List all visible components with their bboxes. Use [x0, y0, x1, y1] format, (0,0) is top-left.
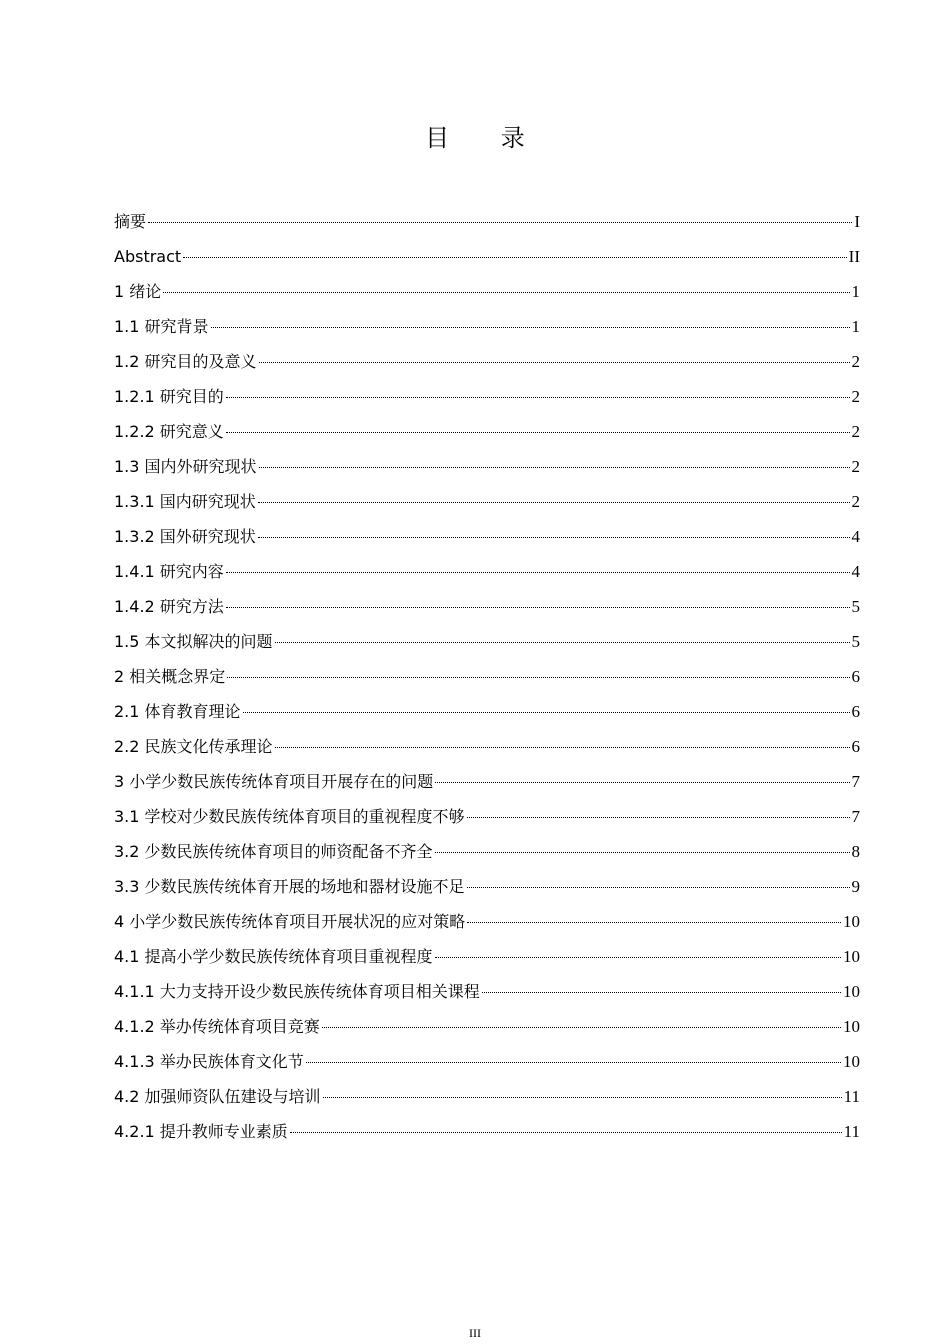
toc-entry[interactable] [114, 562, 860, 597]
toc-entry-label: 4 小学少数民族传统体育项目开展状况的应对策略 [114, 912, 466, 931]
toc-entry[interactable] [114, 667, 860, 702]
toc-entry-page: 4 [851, 527, 860, 546]
dot-leader [227, 676, 849, 678]
toc-entry-page: 5 [851, 632, 860, 651]
toc-entry-page: 10 [843, 947, 860, 966]
toc-entry-page: II [848, 247, 860, 266]
toc-entry-label: 1.3.2 国外研究现状 [114, 527, 256, 546]
dot-leader [290, 1131, 842, 1133]
dot-leader [435, 781, 849, 783]
toc-entry-label: 4.1.1 大力支持开设少数民族传统体育项目相关课程 [114, 982, 480, 1001]
dot-leader [211, 326, 850, 328]
toc-entry-page: 7 [851, 807, 860, 826]
dot-leader [163, 291, 849, 293]
toc-entry-page: 6 [851, 737, 860, 756]
toc-entry[interactable] [114, 212, 860, 247]
toc-entry-page: 10 [843, 982, 860, 1001]
dot-leader [226, 606, 850, 608]
toc-entry[interactable] [114, 982, 860, 1017]
toc-entry-label: 2.1 体育教育理论 [114, 702, 241, 721]
toc-entry[interactable] [114, 527, 860, 562]
toc-entry[interactable] [114, 1017, 860, 1052]
dot-leader [243, 711, 850, 713]
toc-entry-label: Abstract [114, 247, 182, 266]
toc-entry-label: 2.2 民族文化传承理论 [114, 737, 273, 756]
toc-entry-label: 1.1 研究背景 [114, 317, 209, 336]
toc-entry-page: 2 [851, 422, 860, 441]
page-title: 目 录 [425, 124, 547, 152]
table-of-contents [114, 212, 860, 1157]
toc-entry[interactable] [114, 737, 860, 772]
toc-entry-label: 4.1.3 举办民族体育文化节 [114, 1052, 304, 1071]
toc-entry-page: 6 [851, 667, 860, 686]
dot-leader [467, 921, 841, 923]
toc-entry-label: 3.1 学校对少数民族传统体育项目的重视程度不够 [114, 807, 465, 826]
toc-entry-page: 10 [843, 1052, 860, 1071]
dot-leader [258, 536, 850, 538]
toc-entry-page: I [854, 212, 860, 231]
toc-entry-page: 9 [851, 877, 860, 896]
toc-entry-page: 2 [851, 352, 860, 371]
toc-entry-label: 1.5 本文拟解决的问题 [114, 632, 273, 651]
toc-entry[interactable] [114, 1087, 860, 1122]
toc-entry-page: 7 [851, 772, 860, 791]
toc-entry-page: 4 [851, 562, 860, 581]
toc-entry[interactable] [114, 422, 860, 457]
dot-leader [482, 991, 841, 993]
toc-entry-page: 10 [843, 912, 860, 931]
toc-entry-label: 4.1 提高小学少数民族传统体育项目重视程度 [114, 947, 433, 966]
toc-entry[interactable] [114, 597, 860, 632]
toc-entry-label: 3 小学少数民族传统体育项目开展存在的问题 [114, 772, 434, 791]
toc-entry[interactable] [114, 807, 860, 842]
toc-entry[interactable] [114, 772, 860, 807]
dot-leader [467, 886, 850, 888]
toc-entry-label: 4.1.2 举办传统体育项目竞赛 [114, 1017, 320, 1036]
toc-entry[interactable] [114, 387, 860, 422]
dot-leader [275, 641, 850, 643]
toc-entry[interactable] [114, 352, 860, 387]
toc-entry[interactable] [114, 912, 860, 947]
toc-entry-label: 1.2.1 研究目的 [114, 387, 224, 406]
toc-entry[interactable] [114, 1052, 860, 1087]
dot-leader [435, 956, 841, 958]
toc-entry[interactable] [114, 247, 860, 282]
dot-leader [148, 221, 852, 223]
toc-entry-label: 4.2.1 提升教师专业素质 [114, 1122, 288, 1141]
toc-entry-page: 2 [851, 387, 860, 406]
toc-entry-label: 1.3 国内外研究现状 [114, 457, 257, 476]
toc-entry[interactable] [114, 492, 860, 527]
toc-entry-label: 1 绪论 [114, 282, 162, 301]
dot-leader [275, 746, 850, 748]
toc-entry[interactable] [114, 702, 860, 737]
toc-entry-label: 摘要 [114, 212, 147, 231]
toc-entry-page: 1 [851, 317, 860, 336]
toc-entry[interactable] [114, 947, 860, 982]
toc-entry[interactable] [114, 877, 860, 912]
toc-entry-page: 2 [851, 492, 860, 511]
toc-entry-label: 1.4.1 研究内容 [114, 562, 224, 581]
dot-leader [226, 571, 850, 573]
dot-leader [306, 1061, 841, 1063]
dot-leader [259, 361, 850, 363]
dot-leader [259, 466, 850, 468]
toc-entry-label: 1.4.2 研究方法 [114, 597, 224, 616]
toc-entry-page: 5 [851, 597, 860, 616]
toc-entry-label: 1.2.2 研究意义 [114, 422, 224, 441]
toc-entry-label: 3.2 少数民族传统体育项目的师资配备不齐全 [114, 842, 433, 861]
toc-entry-page: 8 [851, 842, 860, 861]
dot-leader [183, 256, 847, 258]
toc-entry-label: 4.2 加强师资队伍建设与培训 [114, 1087, 321, 1106]
toc-entry[interactable] [114, 632, 860, 667]
toc-entry-page: 10 [843, 1017, 860, 1036]
dot-leader [467, 816, 850, 818]
toc-entry-label: 3.3 少数民族传统体育开展的场地和器材设施不足 [114, 877, 465, 896]
toc-entry-label: 2 相关概念界定 [114, 667, 226, 686]
dot-leader [435, 851, 850, 853]
toc-entry-page: 1 [851, 282, 860, 301]
toc-entry[interactable] [114, 842, 860, 877]
toc-entry[interactable] [114, 317, 860, 352]
toc-entry-page: 11 [843, 1087, 860, 1106]
dot-leader [323, 1096, 842, 1098]
toc-entry-page: 6 [851, 702, 860, 721]
dot-leader [226, 431, 850, 433]
dot-leader [322, 1026, 841, 1028]
toc-entry-label: 1.2 研究目的及意义 [114, 352, 257, 371]
toc-entry[interactable] [114, 282, 860, 317]
toc-entry[interactable] [114, 1122, 860, 1157]
toc-entry[interactable] [114, 457, 860, 492]
toc-entry-page: 11 [843, 1122, 860, 1141]
dot-leader [226, 396, 850, 398]
toc-entry-label: 1.3.1 国内研究现状 [114, 492, 256, 511]
toc-entry-page: 2 [851, 457, 860, 476]
dot-leader [258, 501, 850, 503]
page-number: III [469, 1326, 481, 1340]
